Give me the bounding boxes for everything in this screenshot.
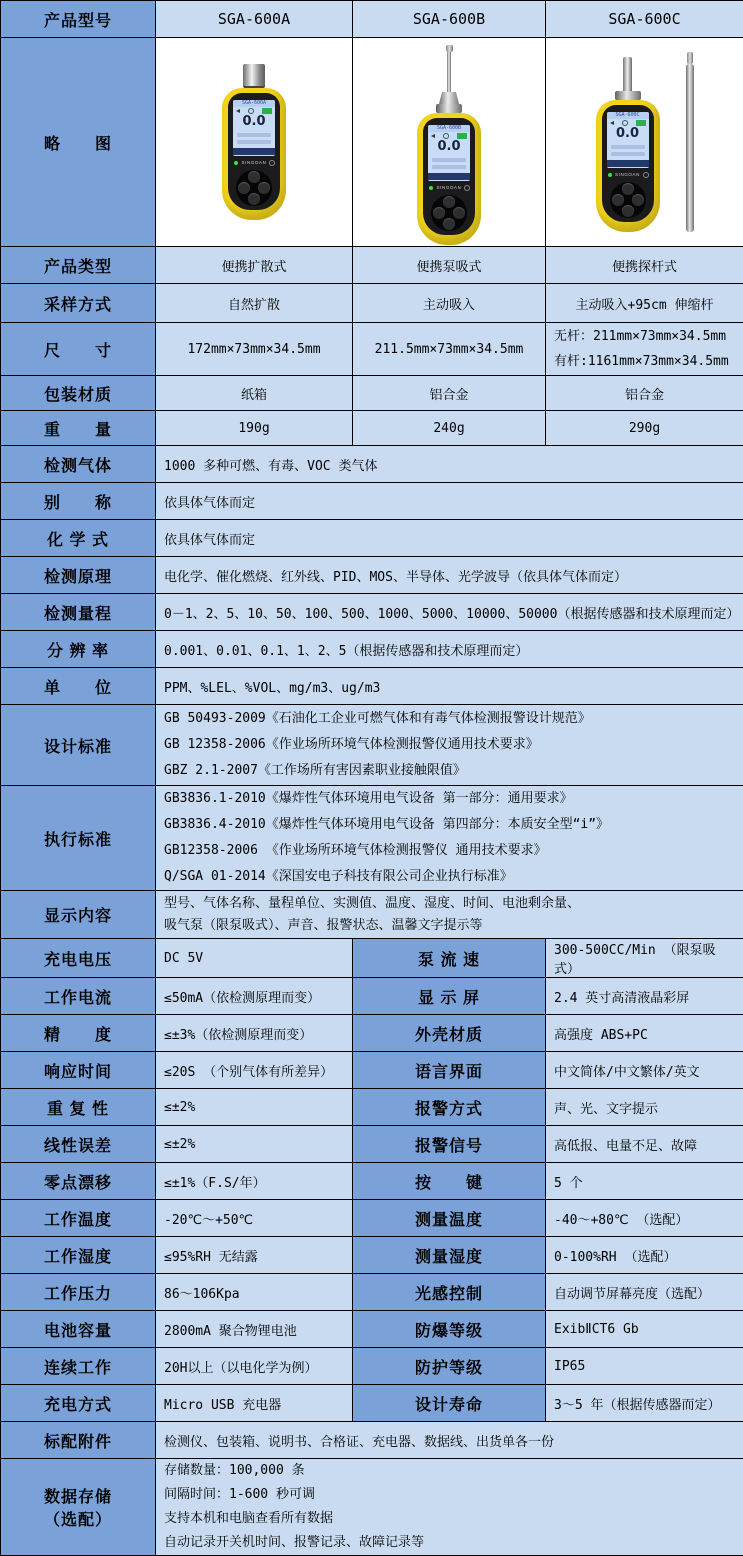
- power-icon: [464, 185, 470, 191]
- spec-label-left: 连续工作: [1, 1348, 156, 1385]
- spec-value-left: ≤95%RH 无结露: [156, 1237, 353, 1274]
- spec-value-left: ≤±3%（依检测原理而变）: [156, 1015, 353, 1052]
- spec-label-right: 测量湿度: [353, 1237, 546, 1274]
- gas-detector-image-a: [222, 64, 286, 220]
- spec-label-left: 工作压力: [1, 1274, 156, 1311]
- table-row: [1, 1459, 743, 1556]
- probe-tip-icon: [446, 45, 453, 52]
- row-label: 尺 寸: [1, 323, 156, 376]
- row-label: 单 位: [1, 668, 156, 705]
- spec-row: [1, 1126, 743, 1163]
- spec-row: [1, 1163, 743, 1200]
- fan-icon: [443, 133, 449, 139]
- table-row: [1, 705, 743, 786]
- spec-row: [1, 1385, 743, 1422]
- row-label: 检测原理: [1, 557, 156, 594]
- table-row: [1, 668, 743, 705]
- gas-detector-image-c: [596, 57, 660, 232]
- cell-c: 便携探杆式: [546, 247, 743, 284]
- display-content-line: 吸气泵（限泵吸式）、声音、报警状态、温馨文字提示等: [164, 915, 735, 937]
- button-pad: [610, 182, 646, 218]
- row-label: 重 量: [1, 411, 156, 446]
- row-value: [156, 786, 743, 891]
- probe-collar-icon: [615, 91, 641, 100]
- sketch-cell-c: [546, 38, 743, 247]
- menu-button-icon: [443, 196, 455, 208]
- screen-reading: 0.0: [616, 126, 639, 142]
- rod-tip-icon: [687, 52, 693, 64]
- model-a: SGA-600A: [156, 1, 353, 38]
- cell-a: 190g: [156, 411, 353, 446]
- spec-label-left: 工作温度: [1, 1200, 156, 1237]
- table-row: [1, 411, 743, 446]
- detector-body: [222, 88, 286, 220]
- button-pad: [236, 170, 272, 206]
- spec-value-right: 声、光、文字提示: [546, 1089, 743, 1126]
- spec-value-right: 5 个: [546, 1163, 743, 1200]
- battery-icon: [457, 133, 467, 139]
- spec-value-right: 自动调节屏幕亮度（选配）: [546, 1274, 743, 1311]
- probe-cone-icon: [439, 92, 459, 104]
- standard-line: Q/SGA 01-2014《深国安电子科技有限公司企业执行标准》: [164, 864, 735, 890]
- dimension-with-rod: 有杆:1161mm×73mm×34.5mm: [554, 349, 735, 374]
- cell-c: 主动吸入+95cm 伸缩杆: [546, 284, 743, 323]
- spec-label-right: 光感控制: [353, 1274, 546, 1311]
- screen-data-row: [611, 145, 645, 149]
- spec-label-right: 报警信号: [353, 1126, 546, 1163]
- rod-shaft-icon: [686, 64, 694, 232]
- row-label: 显示内容: [1, 891, 156, 939]
- spec-value-left: DC 5V: [156, 939, 353, 978]
- screen-model-text: SGA-600C: [607, 112, 649, 119]
- spec-value-left: Micro USB 充电器: [156, 1385, 353, 1422]
- spec-label-right: 测量温度: [353, 1200, 546, 1237]
- screen-datetime-bar: [428, 173, 470, 180]
- spec-value-left: ≤±2%: [156, 1126, 353, 1163]
- spec-value-left: 20H以上（以电化学为例）: [156, 1348, 353, 1385]
- screen-model-text: SGA-600B: [428, 125, 470, 132]
- detector-screen: [428, 125, 470, 181]
- spec-label-left: 充电电压: [1, 939, 156, 978]
- row-value: 0.001、0.01、0.1、1、2、5（根据传感器和技术原理而定）: [156, 631, 743, 668]
- row-label: 检测量程: [1, 594, 156, 631]
- cell-b: 便携泵吸式: [353, 247, 546, 284]
- left-button-icon: [612, 194, 624, 206]
- spec-label-left: 精 度: [1, 1015, 156, 1052]
- cell-b: 铝合金: [353, 376, 546, 411]
- brand-label: SINGOAN: [437, 185, 462, 190]
- table-row: [1, 891, 743, 939]
- sketch-cell-a: [156, 38, 353, 247]
- table-row: [1, 594, 743, 631]
- model-c: SGA-600C: [546, 1, 743, 38]
- screen-reading: 0.0: [242, 114, 265, 130]
- spec-row: [1, 1089, 743, 1126]
- spec-value-left: ≤20S （个别气体有所差异）: [156, 1052, 353, 1089]
- menu-button-icon: [248, 171, 260, 183]
- cell-a: 便携扩散式: [156, 247, 353, 284]
- volume-icon: [431, 134, 435, 138]
- row-label: 别 称: [1, 483, 156, 520]
- spec-value-right: 2.4 英寸高清液晶彩屏: [546, 978, 743, 1015]
- screen-datetime-bar: [233, 148, 275, 155]
- cell-b: 240g: [353, 411, 546, 446]
- table-row: [1, 247, 743, 284]
- storage-line: 自动记录开关机时间、报警记录、故障记录等: [164, 1531, 735, 1555]
- model-b: SGA-600B: [353, 1, 546, 38]
- telescopic-rod-icon: [686, 52, 694, 232]
- spec-row: [1, 1348, 743, 1385]
- brand-label: SINGOAN: [242, 160, 267, 165]
- spec-value-left: -20℃～+50℃: [156, 1200, 353, 1237]
- standard-line: GB 50493-2009《石油化工企业可燃气体和有毒气体检测报警设计规范》: [164, 706, 735, 732]
- spec-value-right: 0-100%RH （选配）: [546, 1237, 743, 1274]
- gas-detector-image-b: [417, 45, 481, 245]
- spec-label-right: 按 键: [353, 1163, 546, 1200]
- row-value: PPM、%LEL、%VOL、mg/m3、ug/m3: [156, 668, 743, 705]
- spec-row: [1, 1311, 743, 1348]
- row-value: [156, 1459, 743, 1556]
- standard-line: GB3836.1-2010《爆炸性气体环境用电气设备 第一部分：通用要求》: [164, 786, 735, 812]
- battery-icon: [262, 108, 272, 114]
- spec-value-right: 高强度 ABS+PC: [546, 1015, 743, 1052]
- spec-row: [1, 1237, 743, 1274]
- right-button-icon: [632, 194, 644, 206]
- spec-row: [1, 1052, 743, 1089]
- sketch-cell-b: [353, 38, 546, 247]
- status-led: [429, 186, 433, 190]
- row-label: [1, 1459, 156, 1556]
- right-button-icon: [258, 182, 270, 194]
- row-value: 依具体气体而定: [156, 483, 743, 520]
- row-value: 检测仪、包装箱、说明书、合格证、充电器、数据线、出货单各一份: [156, 1422, 743, 1459]
- spec-label-right: 设计寿命: [353, 1385, 546, 1422]
- storage-line: 支持本机和电脑查看所有数据: [164, 1507, 735, 1531]
- spec-value-left: ≤±2%: [156, 1089, 353, 1126]
- storage-line: 存储数量：100,000 条: [164, 1459, 735, 1483]
- screen-data-row: [237, 140, 271, 144]
- row-label: 包装材质: [1, 376, 156, 411]
- row-value: 0－1、2、5、10、50、100、500、1000、5000、10000、50000（根据传感器和技术原理而定）: [156, 594, 743, 631]
- probe-cylinder-icon: [623, 57, 632, 91]
- table-row: [1, 483, 743, 520]
- detector-body: [417, 113, 481, 245]
- spec-value-right: 3～5 年（根据传感器而定）: [546, 1385, 743, 1422]
- dimension-no-rod: 无杆：211mm×73mm×34.5mm: [554, 324, 735, 349]
- status-led: [608, 173, 612, 177]
- probe-needle-icon: [447, 52, 451, 92]
- spec-value-right: 300-500CC/Min （限泵吸式）: [546, 939, 743, 978]
- row-label: 标配附件: [1, 1422, 156, 1459]
- screen-data-row: [432, 165, 466, 169]
- spec-value-left: 2800mA 聚合物锂电池: [156, 1311, 353, 1348]
- row-value: [156, 705, 743, 786]
- row-label: 设计标准: [1, 705, 156, 786]
- storage-label-line: 数据存储: [2, 1484, 154, 1507]
- row-label: 分 辨 率: [1, 631, 156, 668]
- screen-status-bar: [428, 132, 470, 139]
- table-row: [1, 376, 743, 411]
- detector-face: [423, 118, 475, 235]
- table-row: [1, 323, 743, 376]
- row-value: [156, 891, 743, 939]
- enter-button-icon: [443, 218, 455, 230]
- power-icon: [269, 160, 275, 166]
- display-content-line: 型号、气体名称、量程单位、实测值、温度、湿度、时间、电池剩余量、: [164, 893, 735, 915]
- cell-b: 主动吸入: [353, 284, 546, 323]
- spec-label-left: 充电方式: [1, 1385, 156, 1422]
- spec-label-left: 响应时间: [1, 1052, 156, 1089]
- row-label-model: 产品型号: [1, 1, 156, 38]
- spec-label-right: 外壳材质: [353, 1015, 546, 1052]
- standard-line: GBZ 2.1-2007《工作场所有害因素职业接触限值》: [164, 758, 735, 784]
- left-button-icon: [238, 182, 250, 194]
- storage-line: 间隔时间：1-600 秒可调: [164, 1483, 735, 1507]
- screen-reading: 0.0: [437, 139, 460, 155]
- cell-b: 211.5mm×73mm×34.5mm: [353, 323, 546, 376]
- fan-icon: [248, 108, 254, 114]
- storage-label-line: （选配）: [2, 1507, 154, 1530]
- spec-row: [1, 978, 743, 1015]
- cell-c: 铝合金: [546, 376, 743, 411]
- volume-icon: [610, 121, 614, 125]
- spec-label-right: 显 示 屏: [353, 978, 546, 1015]
- standard-line: GB12358-2006 《作业场所环境气体检测报警仪 通用技术要求》: [164, 838, 735, 864]
- screen-data-row: [611, 152, 645, 156]
- spec-label-left: 零点漂移: [1, 1163, 156, 1200]
- screen-status-bar: [607, 119, 649, 126]
- menu-button-icon: [622, 183, 634, 195]
- spec-row: [1, 1015, 743, 1052]
- volume-icon: [236, 109, 240, 113]
- spec-value-right: 中文简体/中文繁体/英文: [546, 1052, 743, 1089]
- spec-row: [1, 1274, 743, 1311]
- table-row: [1, 446, 743, 483]
- spec-label-right: 防护等级: [353, 1348, 546, 1385]
- probe-collar-icon: [436, 104, 462, 113]
- sensor-cap-icon: [243, 64, 265, 88]
- detector-mid: [228, 156, 280, 169]
- table-row: [1, 284, 743, 323]
- row-label: 产品类型: [1, 247, 156, 284]
- screen-data-row: [432, 158, 466, 162]
- spec-row: [1, 1200, 743, 1237]
- spec-value-right: ExibⅡCT6 Gb: [546, 1311, 743, 1348]
- cell-a: 纸箱: [156, 376, 353, 411]
- screen-status-bar: [233, 107, 275, 114]
- brand-label: SINGOAN: [615, 172, 640, 177]
- cell-c: [546, 323, 743, 376]
- battery-icon: [636, 120, 646, 126]
- row-value: 电化学、催化燃烧、红外线、PID、MOS、半导体、光学波导（依具体气体而定）: [156, 557, 743, 594]
- button-pad: [431, 195, 467, 231]
- row-label-sketch: 略 图: [1, 38, 156, 247]
- standard-line: GB3836.4-2010《爆炸性气体环境用电气设备 第四部分：本质安全型“i”》: [164, 812, 735, 838]
- table-row: [1, 1422, 743, 1459]
- table-row: [1, 557, 743, 594]
- spec-label-right: 报警方式: [353, 1089, 546, 1126]
- spec-label-left: 电池容量: [1, 1311, 156, 1348]
- sketch-row: [1, 38, 743, 247]
- detector-face: [602, 105, 654, 222]
- status-led: [234, 161, 238, 165]
- table-row: [1, 786, 743, 891]
- power-icon: [643, 172, 649, 178]
- left-button-icon: [433, 207, 445, 219]
- spec-row: [1, 939, 743, 978]
- spec-value-left: 86～106Kpa: [156, 1274, 353, 1311]
- table-row: [1, 631, 743, 668]
- spec-value-right: IP65: [546, 1348, 743, 1385]
- table-row: [1, 520, 743, 557]
- row-value: 依具体气体而定: [156, 520, 743, 557]
- screen-data-row: [237, 133, 271, 137]
- screen-model-text: SGA-600A: [233, 100, 275, 107]
- detector-face: [228, 93, 280, 210]
- standard-line: GB 12358-2006《作业场所环境气体检测报警仪通用技术要求》: [164, 732, 735, 758]
- detector-mid: [602, 168, 654, 181]
- cell-a: 自然扩散: [156, 284, 353, 323]
- header-row: [1, 1, 743, 38]
- enter-button-icon: [248, 193, 260, 205]
- spec-label-left: 线性误差: [1, 1126, 156, 1163]
- spec-label-right: 泵 流 速: [353, 939, 546, 978]
- enter-button-icon: [622, 205, 634, 217]
- fan-icon: [622, 120, 628, 126]
- spec-label-right: 语言界面: [353, 1052, 546, 1089]
- detector-screen: [607, 112, 649, 168]
- row-label: 检测气体: [1, 446, 156, 483]
- row-label: 执行标准: [1, 786, 156, 891]
- detector-mid: [423, 181, 475, 194]
- spec-value-right: 高低报、电量不足、故障: [546, 1126, 743, 1163]
- spec-value-right: -40～+80℃ （选配）: [546, 1200, 743, 1237]
- detector-body: [596, 100, 660, 232]
- screen-datetime-bar: [607, 160, 649, 167]
- spec-label-left: 工作电流: [1, 978, 156, 1015]
- cell-c: 290g: [546, 411, 743, 446]
- detector-screen: [233, 100, 275, 156]
- row-label: 采样方式: [1, 284, 156, 323]
- spec-label-right: 防爆等级: [353, 1311, 546, 1348]
- right-button-icon: [453, 207, 465, 219]
- spec-label-left: 重 复 性: [1, 1089, 156, 1126]
- row-value: 1000 多种可燃、有毒、VOC 类气体: [156, 446, 743, 483]
- spec-label-left: 工作湿度: [1, 1237, 156, 1274]
- spec-value-left: ≤50mA（依检测原理而变）: [156, 978, 353, 1015]
- spec-value-left: ≤±1%（F.S/年）: [156, 1163, 353, 1200]
- row-label: 化 学 式: [1, 520, 156, 557]
- cell-a: 172mm×73mm×34.5mm: [156, 323, 353, 376]
